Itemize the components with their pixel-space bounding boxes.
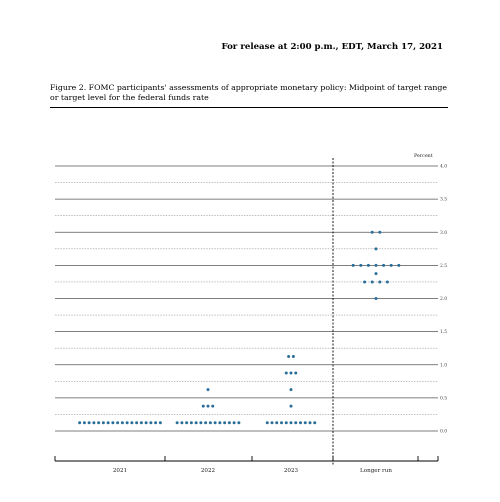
y-tick-label: 0.0 <box>440 429 448 435</box>
participant-dot <box>299 421 302 424</box>
participant-dot <box>111 421 114 424</box>
participant-dot <box>92 421 95 424</box>
y-tick-label: 3.5 <box>440 197 448 203</box>
participant-dot <box>195 421 198 424</box>
participant-dot <box>149 421 152 424</box>
participant-dot <box>97 421 100 424</box>
participant-dot <box>228 421 231 424</box>
participant-dot <box>180 421 183 424</box>
x-category-label: 2021 <box>112 468 128 474</box>
y-tick-label: 2.5 <box>440 263 448 269</box>
participant-dot <box>313 421 316 424</box>
participant-dot <box>378 280 381 283</box>
x-category-label: Longer run <box>360 468 392 474</box>
y-tick-label: 2.0 <box>440 297 448 303</box>
participant-dot <box>378 231 381 234</box>
participant-dot <box>280 421 283 424</box>
y-tick-label: 1.0 <box>440 363 448 369</box>
participant-dot <box>130 421 133 424</box>
participant-dot <box>121 421 124 424</box>
participant-dot <box>367 264 370 267</box>
participant-dot <box>102 421 105 424</box>
participant-dot <box>390 264 393 267</box>
participant-dot <box>290 388 293 391</box>
participant-dot <box>135 421 138 424</box>
participant-dot <box>233 421 236 424</box>
participant-dot <box>304 421 307 424</box>
participant-dot <box>214 421 217 424</box>
participant-dot <box>375 247 378 250</box>
participant-dot <box>107 421 110 424</box>
participant-dot <box>290 372 293 375</box>
y-tick-label: 4.0 <box>440 164 448 170</box>
participant-dot <box>218 421 221 424</box>
participant-dot <box>207 388 210 391</box>
participant-dot <box>190 421 193 424</box>
participant-dot <box>83 421 86 424</box>
participant-dot <box>223 421 226 424</box>
participant-dot <box>285 372 288 375</box>
participant-dot <box>140 421 143 424</box>
participant-dot <box>116 421 119 424</box>
participant-dot <box>285 421 288 424</box>
participant-dot <box>275 421 278 424</box>
x-category-label: 2023 <box>283 468 299 474</box>
participant-dot <box>386 280 389 283</box>
participant-dot <box>185 421 188 424</box>
participant-dot <box>199 421 202 424</box>
participant-dot <box>237 421 240 424</box>
participant-dot <box>359 264 362 267</box>
participant-dot <box>375 272 378 275</box>
participant-dot <box>382 264 385 267</box>
release-timestamp: For release at 2:00 p.m., EDT, March 17, 2021 <box>221 42 443 52</box>
participant-dot <box>159 421 162 424</box>
participant-dot <box>290 421 293 424</box>
participant-dot <box>375 264 378 267</box>
participant-dot <box>371 231 374 234</box>
participant-dot <box>209 421 212 424</box>
participant-dot <box>287 355 290 358</box>
y-unit-label: Percent <box>414 154 433 159</box>
participant-dot <box>126 421 129 424</box>
y-tick-label: 1.5 <box>440 330 448 336</box>
participant-dot <box>292 355 295 358</box>
participant-dot <box>154 421 157 424</box>
x-category-label: 2022 <box>200 468 216 474</box>
participant-dot <box>271 421 274 424</box>
participant-dot <box>207 405 210 408</box>
participant-dot <box>375 297 378 300</box>
participant-dot <box>204 421 207 424</box>
participant-dot <box>202 405 205 408</box>
y-tick-label: 0.5 <box>440 396 448 402</box>
participant-dot <box>294 421 297 424</box>
participant-dot <box>211 405 214 408</box>
participant-dot <box>363 280 366 283</box>
participant-dot <box>294 372 297 375</box>
participant-dot <box>78 421 81 424</box>
participant-dot <box>371 280 374 283</box>
participant-dot <box>266 421 269 424</box>
participant-dot <box>352 264 355 267</box>
participant-dot <box>397 264 400 267</box>
participant-dot <box>290 405 293 408</box>
participant-dot <box>176 421 179 424</box>
participant-dot <box>88 421 91 424</box>
y-tick-label: 3.0 <box>440 230 448 236</box>
participant-dot <box>145 421 148 424</box>
participant-dot <box>309 421 312 424</box>
figure-caption: Figure 2. FOMC participants' assessments of appropriate monetary policy: Midpoint of target range or target level for the federal funds rate <box>50 83 447 102</box>
